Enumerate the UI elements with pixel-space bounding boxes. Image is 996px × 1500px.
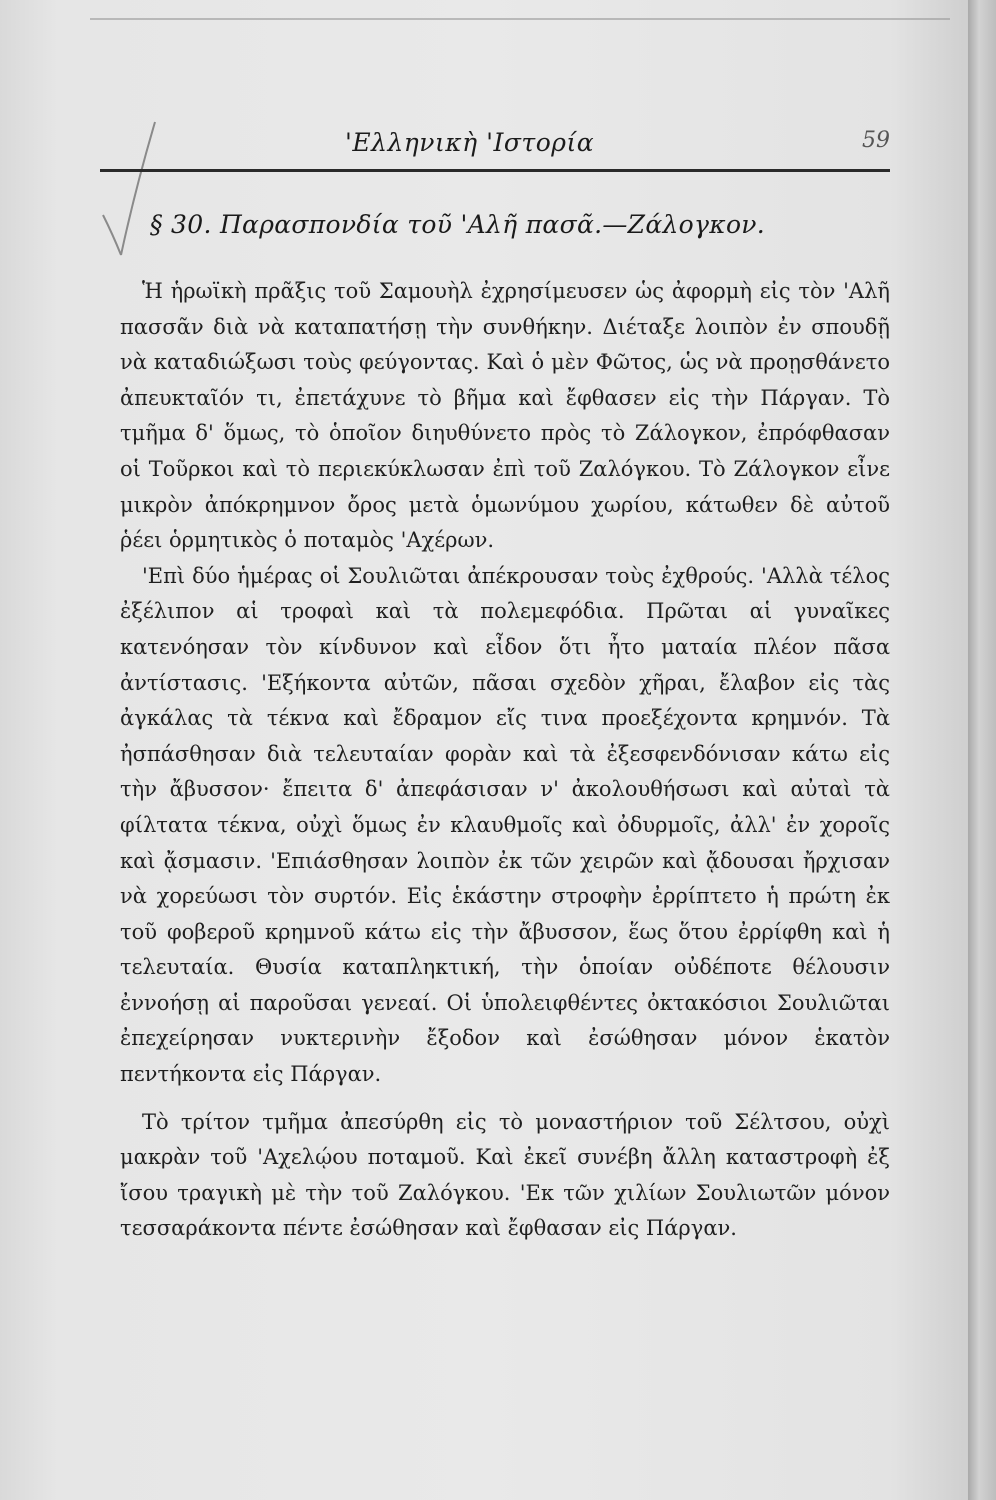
running-title: 'Ελληνικὴ 'Ιστορία: [345, 128, 595, 157]
top-edge-line: [90, 18, 950, 20]
paragraph-1: Ἡ ἡρωϊκὴ πρᾶξις τοῦ Σαμουὴλ ἐχρησίμευσεν ὡς ἀφορμὴ εἰς τὸν 'Αλῆ πασσᾶν διὰ νὰ καταπατήσῃ τὴν συνθήκην. Διέταξε λοιπὸν ἐν σπουδῇ νὰ καταδιώξωσι τοὺς φεύγοντας. Καὶ ὁ μὲν Φῶτος, ὡς νὰ προῃσθάνετο ἀπευκταῖόν τι, ἐπετάχυνε τὸ βῆμα καὶ ἔφθασεν εἰς τὴν Πάργαν. Τὸ τμῆμα δ' ὅμως, τὸ ὁποῖον διηυθύνετο πρὸς τὸ Ζάλογκον, ἐπρόφθασαν οἱ Τοῦρκοι καὶ τὸ περιεκύκλωσαν ἐπὶ τοῦ Ζαλόγκου. Τὸ Ζάλογκον εἶνε μικρὸν ἀπόκρημνον ὄρος μετὰ ὁμωνύμου χωρίου, κάτωθεν δὲ αὐτοῦ ῥέει ὁρμητικὸς ὁ ποταμὸς 'Αχέρων.: [120, 279, 890, 553]
header-rule: [100, 169, 890, 172]
section-title: § 30. Παρασπονδία τοῦ 'Αλῆ πασᾶ.—Ζάλογκον.: [150, 210, 766, 239]
body-text: [120, 274, 890, 1247]
paragraph-3: Τὸ τρίτον τμῆμα ἀπεσύρθη εἰς τὸ μοναστήριον τοῦ Σέλτσου, οὐχὶ μακρὰν τοῦ 'Αχελῴου ποταμοῦ. Καὶ ἐκεῖ συνέβη ἄλλη καταστροφὴ ἐξ ἴσου τραγικὴ μὲ τὴν τοῦ Ζαλόγκου. 'Εκ τῶν χιλίων Σουλιωτῶν μόνον τεσσαράκοντα πέντε ἐσώθησαν καὶ ἔφθασαν εἰς Πάργαν.: [120, 1109, 890, 1241]
next-page-edge: [968, 0, 996, 1500]
paragraph-2: 'Επὶ δύο ἡμέρας οἱ Σουλιῶται ἀπέκρουσαν τοὺς ἐχθρούς. 'Αλλὰ τέλος ἐξέλιπον αἱ τροφαὶ καὶ τὰ πολεμεφόδια. Πρῶται αἱ γυναῖκες κατενόησαν τὸν κίνδυνον καὶ εἶδον ὅτι ἦτο ματαία πλέον πᾶσα ἀντίστασις. 'Εξήκοντα αὐτῶν, πᾶσαι σχεδὸν χῆραι, ἔλαβον εἰς τὰς ἀγκάλας τὰ τέκνα καὶ ἔδραμον εἴς τινα προεξέχοντα κρημνόν. Τὰ ἠσπάσθησαν διὰ τελευταίαν φορὰν καὶ τὰ ἐξεσφενδόνισαν κάτω εἰς τὴν ἄβυσσον· ἔπειτα δ' ἀπεφάσισαν ν' ἀκολουθήσωσι καὶ αὐταὶ τὰ φίλτατα τέκνα, οὐχὶ ὅμως ἐν κλαυθμοῖς καὶ ὀδυρμοῖς, ἀλλ' ἐν χοροῖς καὶ ᾄσμασιν. 'Επιάσθησαν λοιπὸν ἐκ τῶν χειρῶν καὶ ᾄδουσαι ἤρχισαν νὰ χορεύωσι τὸν συρτόν. Εἰς ἑκάστην στροφὴν ἐρρίπτετο ἡ πρώτη ἐκ τοῦ φοβεροῦ κρημνοῦ κάτω εἰς τὴν ἄβυσσον, ἕως ὅτου ἐρρίφθη καὶ ἡ τελευταία. Θυσία καταπληκτική, τὴν ὁποίαν οὐδέποτε θέλουσιν ἐννοήσῃ αἱ παροῦσαι γενεαί. Οἱ ὑπολειφθέντες ὀκτακόσιοι Σουλιῶται ἐπεχείρησαν νυκτερινὴν ἔξοδον καὶ ἐσώθησαν μόνον ἑκατὸν πεντήκοντα εἰς Πάργαν.: [120, 563, 890, 1087]
page-number: 59: [862, 128, 890, 153]
running-header: [100, 128, 890, 168]
